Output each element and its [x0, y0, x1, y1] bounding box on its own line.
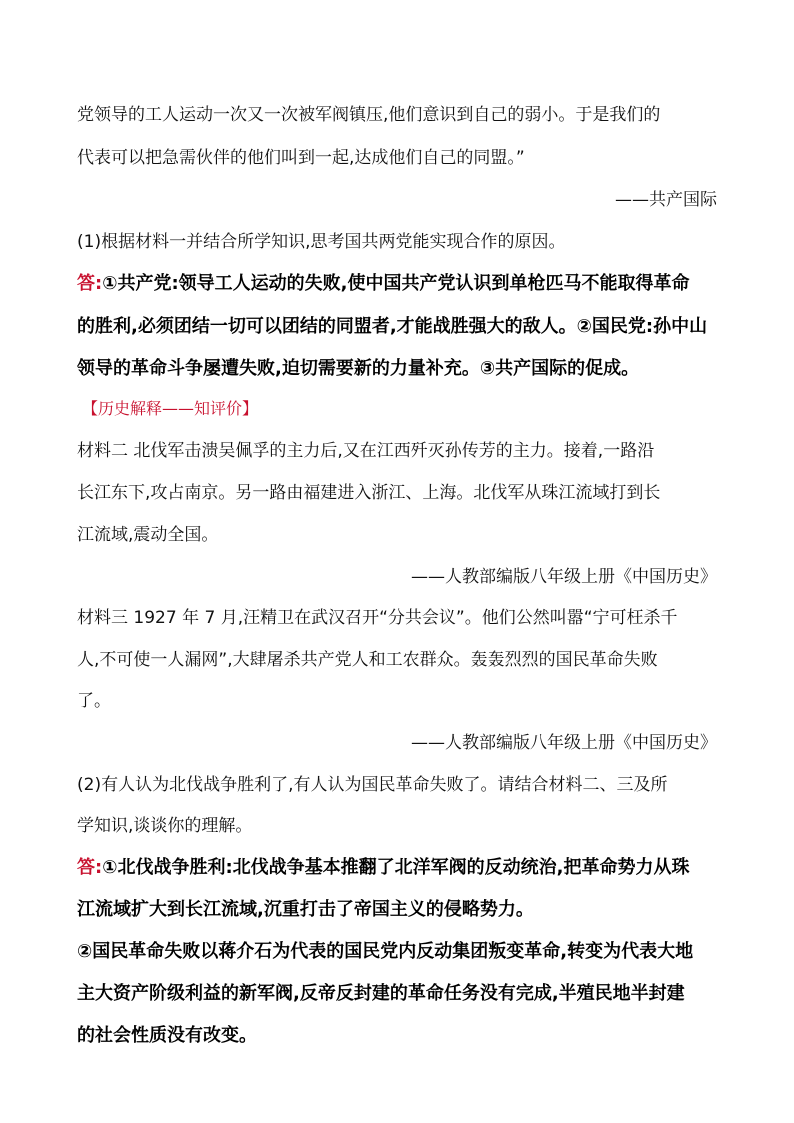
answer-2-line2: 江流域扩大到长江流域,沉重打击了帝国主义的侵略势力。 [77, 899, 534, 920]
question-2-line2: 学知识,谈谈你的理解。 [77, 816, 253, 836]
answer-2-line5: 的社会性质没有改变。 [77, 1025, 257, 1046]
material2-line3: 江流域,震动全国。 [77, 525, 219, 545]
material2-line1: 材料二 北伐军击溃吴佩孚的主力后,又在江西歼灭孙传芳的主力。接着,一路沿 [77, 441, 655, 461]
question-1: (1)根据材料一并结合所学知识,思考国共两党能实现合作的原因。 [77, 232, 566, 252]
answer-label: 答: [77, 273, 103, 294]
answer-2-text: ①北伐战争胜利:北伐战争基本推翻了北洋军阀的反动统治,把革命势力从珠 [102, 857, 690, 878]
answer-1-line3: 领导的革命斗争屡遭失败,迫切需要新的力量补充。③共产国际的促成。 [77, 358, 640, 379]
material3-line1: 材料三 1927 年 7 月,汪精卫在武汉召开“分共会议”。他们公然叫嚣“宁可枉杀千 [77, 608, 678, 628]
question-2-line1: (2)有人认为北伐战争胜利了,有人认为国民革命失败了。请结合材料二、三及所 [77, 775, 668, 795]
section-title: 【历史解释——知评价】 [82, 399, 259, 418]
material2-line2: 长江东下,攻占南京。另一路由福建进入浙江、上海。北伐军从珠江流域打到长 [77, 483, 661, 503]
answer-2-line1 [77, 857, 717, 879]
answer-1-text: ①共产党:领导工人运动的失败,使中国共产党认识到单枪匹马不能取得革命 [102, 273, 690, 294]
answer-2-line3: ②国民革命失败以蒋介石为代表的国民党内反动集团叛变革命,转变为代表大地 [77, 941, 694, 962]
answer-label: 答: [77, 857, 103, 878]
material1-line1: 党领导的工人运动一次又一次被军阀镇压,他们意识到自己的弱小。于是我们的 [77, 105, 661, 125]
material3-line2: 人,不可使一人漏网”,大肆屠杀共产党人和工农群众。轰轰烈烈的国民革命失败 [77, 650, 658, 670]
answer-1-line2: 的胜利,必须团结一切可以团结的同盟者,才能战胜强大的敌人。②国民党:孙中山 [77, 316, 708, 337]
material2-source: ——人教部编版八年级上册《中国历史》 [411, 567, 717, 587]
material1-line2: 代表可以把急需伙伴的他们叫到一起,达成他们自己的同盟。” [77, 148, 525, 168]
material3-line3: 了。 [77, 691, 111, 711]
material1-source: ——共产国际 [615, 190, 717, 210]
answer-2-line4: 主大资产阶级利益的新军阀,反帝反封建的革命任务没有完成,半殖民地半封建 [77, 983, 685, 1004]
answer-1-line1 [77, 273, 717, 295]
material3-source: ——人教部编版八年级上册《中国历史》 [411, 733, 717, 753]
